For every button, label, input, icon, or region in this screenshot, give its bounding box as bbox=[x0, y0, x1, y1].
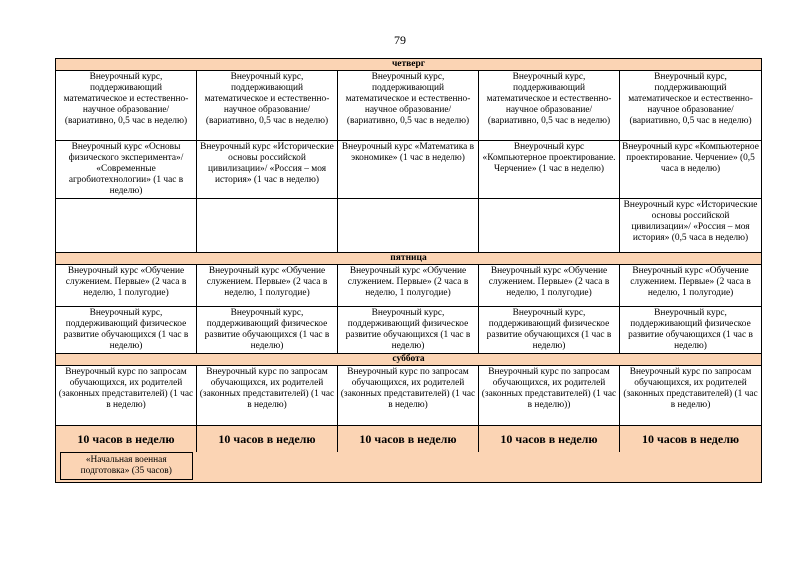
day-header-row bbox=[56, 253, 762, 265]
totals-row bbox=[56, 426, 762, 453]
table-cell: Внеурочный курс «Компьютерное проектирование. Черчение» (1 час в неделю) bbox=[479, 141, 620, 199]
table-cell: Внеурочный курс, поддерживающий математическое и естественно-научное образование/ (вариативно, 0,5 час в неделю) bbox=[197, 71, 338, 141]
table-cell: Внеурочный курс, поддерживающий физическое развитие обучающихся (1 час в неделю) bbox=[479, 307, 620, 354]
table-cell: Внеурочный курс по запросам обучающихся, их родителей (законных представителей) (1 час в неделю) bbox=[197, 366, 338, 426]
total-cell: 10 часов в неделю bbox=[479, 426, 620, 453]
table-cell: Внеурочный курс «Математика в экономике» (1 час в неделю) bbox=[338, 141, 479, 199]
day-header-friday: пятница bbox=[56, 253, 762, 265]
table-cell: Внеурочный курс, поддерживающий математическое и естественно-научное образование/ (вариативно, 0,5 час в неделю) bbox=[56, 71, 197, 141]
extra-course-label: «Начальная военная подготовка» (35 часов) bbox=[80, 455, 172, 476]
table-cell bbox=[56, 199, 197, 253]
day-header-row bbox=[56, 59, 762, 71]
schedule-table bbox=[55, 58, 762, 483]
total-cell: 10 часов в неделю bbox=[620, 426, 762, 453]
table-cell: Внеурочный курс, поддерживающий математическое и естественно-научное образование/ (вариативно, 0,5 час в неделю) bbox=[338, 71, 479, 141]
table-row bbox=[56, 199, 762, 253]
table-cell: Внеурочный курс «Исторические основы российской цивилизации»/ «Россия – моя история» (0,5 часа в неделю) bbox=[620, 199, 762, 253]
table-cell bbox=[197, 199, 338, 253]
table-cell: Внеурочный курс, поддерживающий физическое развитие обучающихся (1 час в неделю) bbox=[56, 307, 197, 354]
table-cell: Внеурочный курс «Исторические основы российской цивилизации»/ «Россия – моя история» (1 час в неделю) bbox=[197, 141, 338, 199]
total-cell: 10 часов в неделю bbox=[197, 426, 338, 453]
table-cell: Внеурочный курс «Основы физического эксперимента»/ «Современные агробиотехнологии» (1 час в неделю) bbox=[56, 141, 197, 199]
table-cell: Внеурочный курс по запросам обучающихся, их родителей (законных представителей) (1 час в неделю) bbox=[338, 366, 479, 426]
table-cell: Внеурочный курс, поддерживающий математическое и естественно-научное образование/ (вариативно, 0,5 час в неделю) bbox=[479, 71, 620, 141]
extra-course-box bbox=[60, 452, 193, 480]
table-cell bbox=[479, 199, 620, 253]
table-cell: Внеурочный курс по запросам обучающихся, их родителей (законных представителей) (1 час в неделю) bbox=[620, 366, 762, 426]
table-cell: Внеурочный курс по запросам обучающихся, их родителей (законных представителей) (1 час в неделю)) bbox=[479, 366, 620, 426]
table-cell: Внеурочный курс «Обучение служением. Первые» (2 часа в неделю, 1 полугодие) bbox=[338, 265, 479, 307]
extra-empty-cell bbox=[197, 452, 762, 483]
table-row bbox=[56, 366, 762, 426]
table-cell: Внеурочный курс «Обучение служением. Первые» (2 часа в неделю, 1 полугодие) bbox=[197, 265, 338, 307]
table-cell: Внеурочный курс, поддерживающий математическое и естественно-научное образование/ (вариативно, 0,5 час в неделю) bbox=[620, 71, 762, 141]
total-cell: 10 часов в неделю bbox=[338, 426, 479, 453]
table-row bbox=[56, 141, 762, 199]
day-header-saturday: суббота bbox=[56, 354, 762, 366]
extra-cell bbox=[56, 452, 197, 483]
day-header-thursday: четверг bbox=[56, 59, 762, 71]
table-cell: Внеурочный курс, поддерживающий физическое развитие обучающихся (1 час в неделю) bbox=[620, 307, 762, 354]
extra-row bbox=[56, 452, 762, 483]
table-cell: Внеурочный курс, поддерживающий физическое развитие обучающихся (1 час в неделю) bbox=[338, 307, 479, 354]
table-cell: Внеурочный курс, поддерживающий физическое развитие обучающихся (1 час в неделю) bbox=[197, 307, 338, 354]
table-cell: Внеурочный курс «Обучение служением. Первые» (2 часа в неделю, 1 полугодие) bbox=[620, 265, 762, 307]
table-row bbox=[56, 307, 762, 354]
table-row bbox=[56, 71, 762, 141]
table-row bbox=[56, 265, 762, 307]
table-cell: Внеурочный курс «Компьютерное проектирование. Черчение» (0,5 часа в неделю) bbox=[620, 141, 762, 199]
table-cell bbox=[338, 199, 479, 253]
table-cell: Внеурочный курс «Обучение служением. Первые» (2 часа в неделю, 1 полугодие) bbox=[479, 265, 620, 307]
day-header-row bbox=[56, 354, 762, 366]
total-cell: 10 часов в неделю bbox=[56, 426, 197, 453]
table-cell: Внеурочный курс по запросам обучающихся, их родителей (законных представителей) (1 час в неделю) bbox=[56, 366, 197, 426]
page-number: 79 bbox=[394, 33, 406, 47]
table-cell: Внеурочный курс «Обучение служением. Первые» (2 часа в неделю, 1 полугодие) bbox=[56, 265, 197, 307]
